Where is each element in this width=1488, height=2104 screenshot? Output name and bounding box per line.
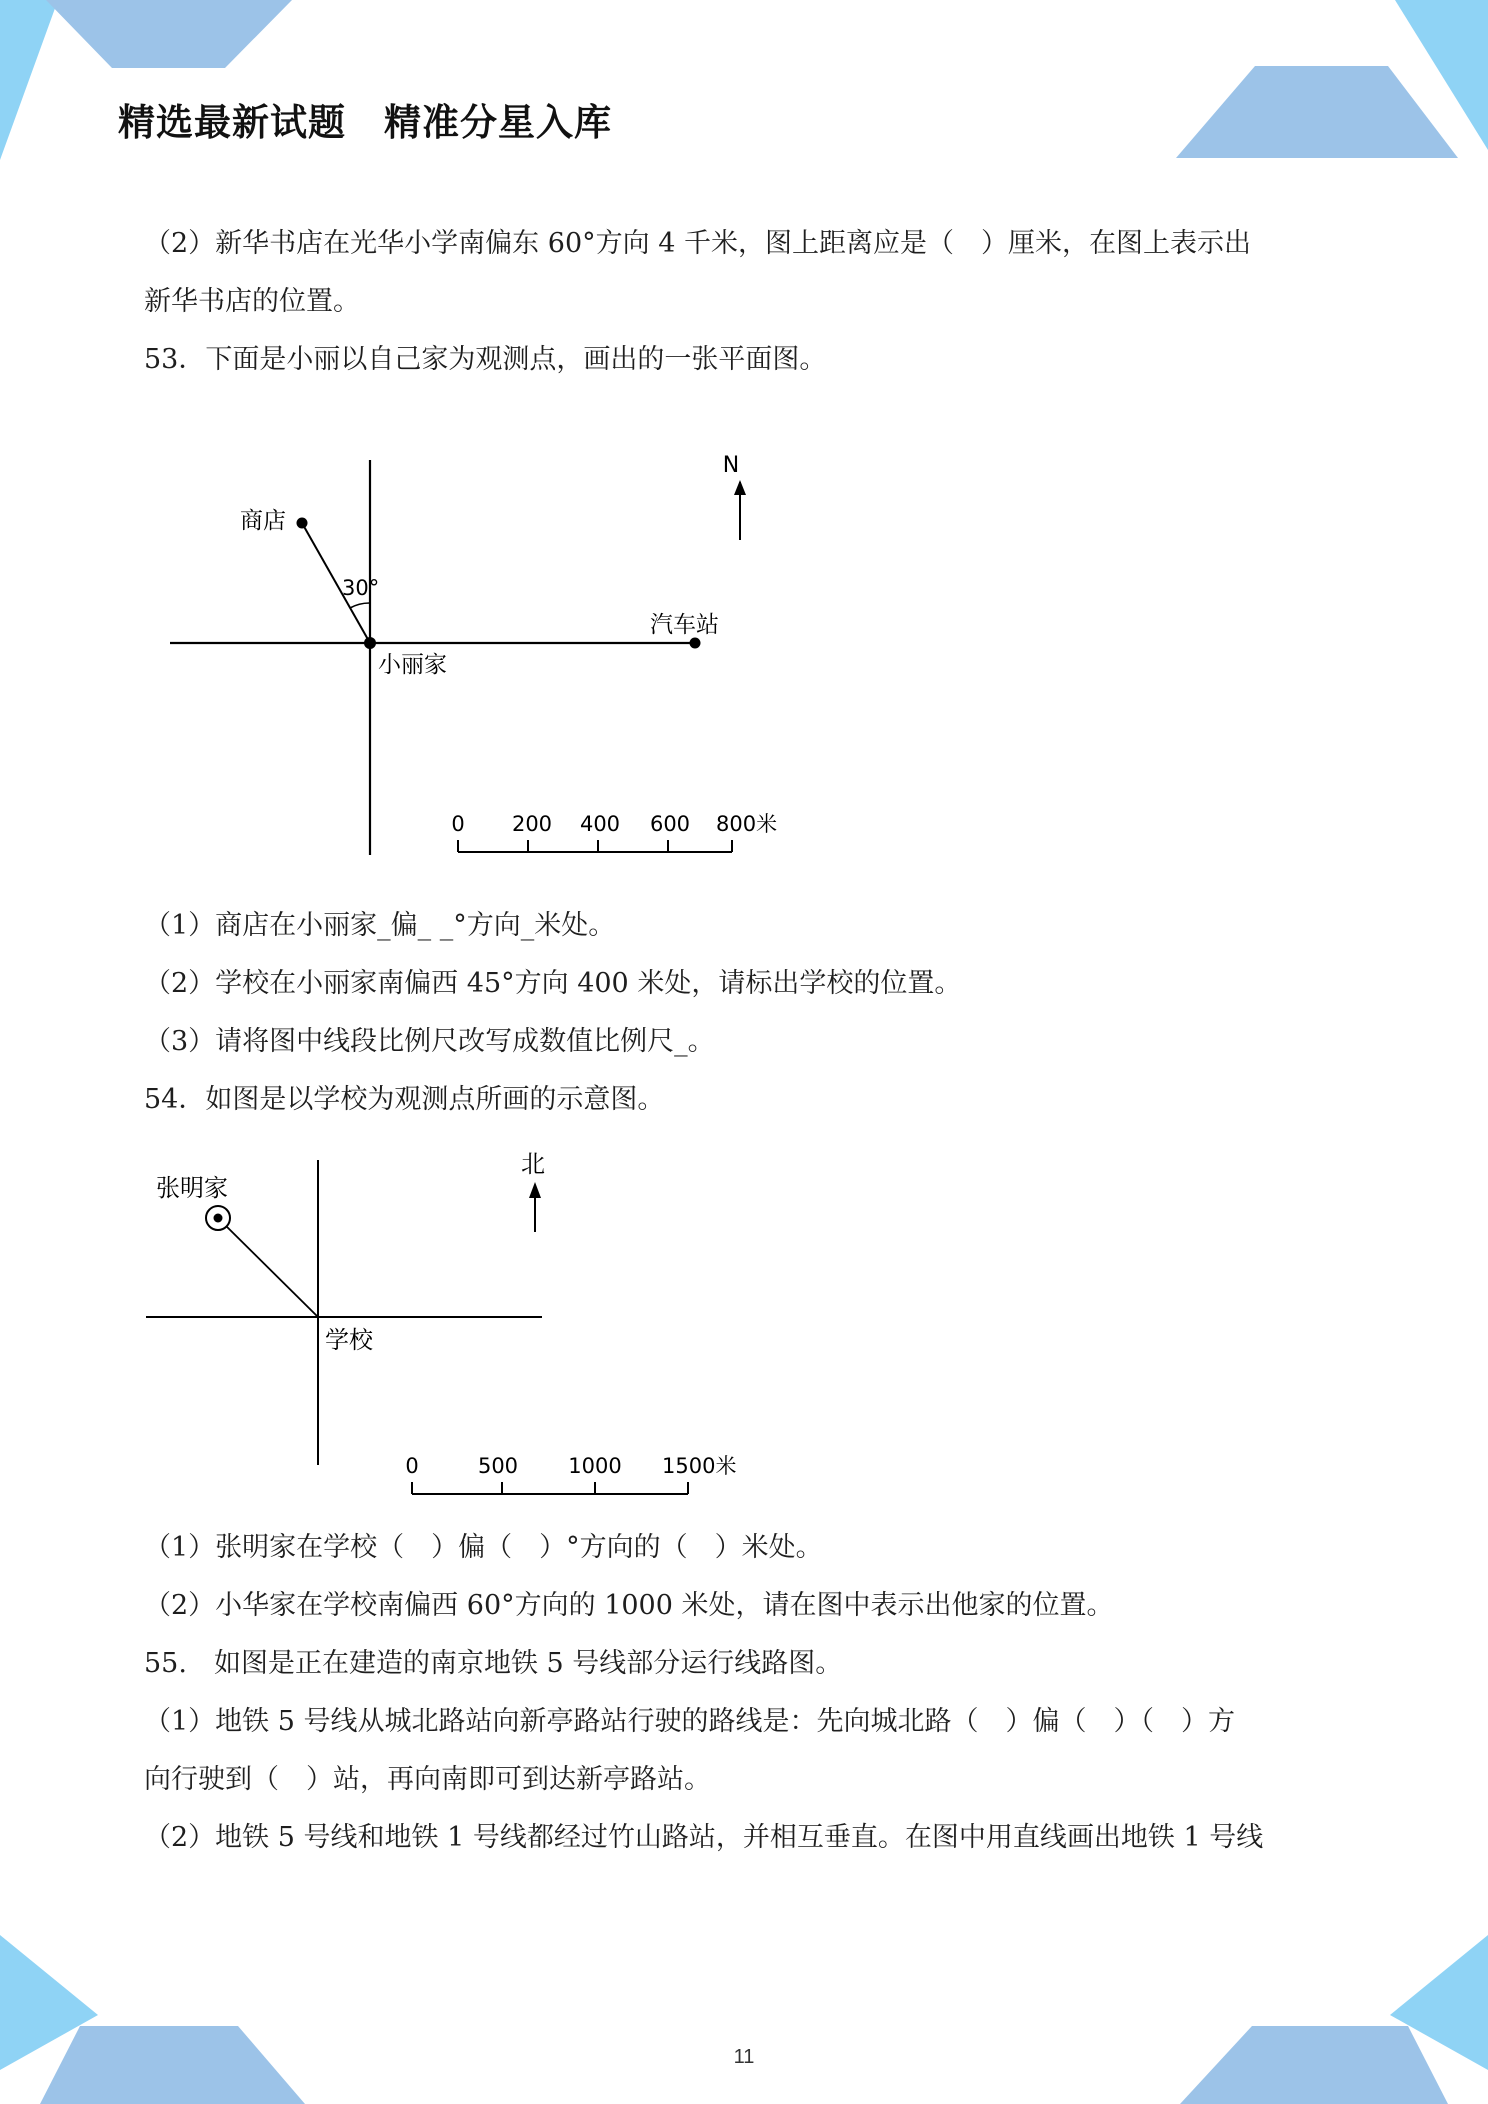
decor-trapezoid — [46, 0, 292, 68]
q53-sub3: （3）请将图中线段比例尺改写成数值比例尺_。 — [144, 1026, 715, 1057]
q55-sub1-line1: （1）地铁 5 号线从城北路站向新亭路站行驶的路线是：先向城北路（ ）偏（ ）（ ）方 — [144, 1706, 1236, 1737]
q55-sub1-line2: 向行驶到（ ）站，再向南即可到达新亭路站。 — [144, 1764, 711, 1795]
decor-trapezoid — [1176, 66, 1458, 158]
north-arrow-head — [529, 1182, 541, 1198]
shop-point — [297, 518, 308, 529]
north-label: 北 — [521, 1150, 545, 1178]
q52-part2-line1: （2）新华书店在光华小学南偏东 60°方向 4 千米，图上距离应是（ ）厘米，在图上表示出 — [144, 228, 1251, 259]
scale-tick-label: 600 — [649, 812, 691, 836]
q53-title: 53．下面是小丽以自己家为观测点，画出的一张平面图。 — [144, 344, 827, 375]
q52-part2-line2: 新华书店的位置。 — [144, 286, 360, 317]
figure-school-map — [140, 1140, 760, 1510]
scale-tick-label: 1000 — [568, 1454, 622, 1478]
q53-sub1: （1）商店在小丽家_偏_ _°方向_米处。 — [144, 910, 616, 941]
north-label: N — [722, 453, 740, 478]
angle-label: 30° — [342, 576, 380, 600]
header-title: 精选最新试题 精准分星入库 — [118, 101, 612, 144]
scale-tick-label: 1500米 — [662, 1454, 737, 1478]
north-arrow-head — [734, 480, 746, 495]
angle-arc — [350, 603, 370, 608]
scale-tick-label: 0 — [405, 1454, 419, 1478]
scale-tick-label: 800米 — [716, 812, 778, 836]
shop-label: 商店 — [240, 508, 286, 534]
home-point — [364, 637, 376, 649]
scale-tick-label: 400 — [579, 812, 621, 836]
q55-title: 55. 如图是正在建造的南京地铁 5 号线部分运行线路图。 — [144, 1648, 843, 1679]
zhang-home-marker-dot — [214, 1214, 223, 1223]
zhang-home-line — [218, 1218, 318, 1317]
bottom-right-decoration — [1180, 1935, 1488, 2104]
home-label: 小丽家 — [378, 652, 447, 678]
scale-tick-label: 0 — [451, 812, 465, 836]
q54-sub2: （2）小华家在学校南偏西 60°方向的 1000 米处，请在图中表示出他家的位置。 — [144, 1590, 1114, 1621]
figure-xiaoli-map — [160, 440, 800, 860]
q55-sub2: （2）地铁 5 号线和地铁 1 号线都经过竹山路站，并相互垂直。在图中用直线画出地铁 1 号线 — [144, 1822, 1264, 1853]
scale-tick-label: 200 — [511, 812, 553, 836]
bottom-left-decoration — [0, 1935, 310, 2104]
page-number: 11 — [733, 2046, 755, 2068]
school-label: 学校 — [325, 1326, 373, 1354]
station-label: 汽车站 — [650, 612, 719, 638]
q53-sub2: （2）学校在小丽家南偏西 45°方向 400 米处，请标出学校的位置。 — [144, 968, 962, 999]
q54-title: 54．如图是以学校为观测点所画的示意图。 — [144, 1084, 665, 1115]
zhang-home-label: 张明家 — [156, 1174, 228, 1202]
decor-triangle — [0, 0, 58, 160]
q54-sub1: （1）张明家在学校（ ）偏（ ）°方向的（ ）米处。 — [144, 1532, 823, 1563]
station-point — [690, 638, 701, 649]
scale-tick-label: 500 — [477, 1454, 519, 1478]
top-right-decoration — [1170, 0, 1488, 170]
